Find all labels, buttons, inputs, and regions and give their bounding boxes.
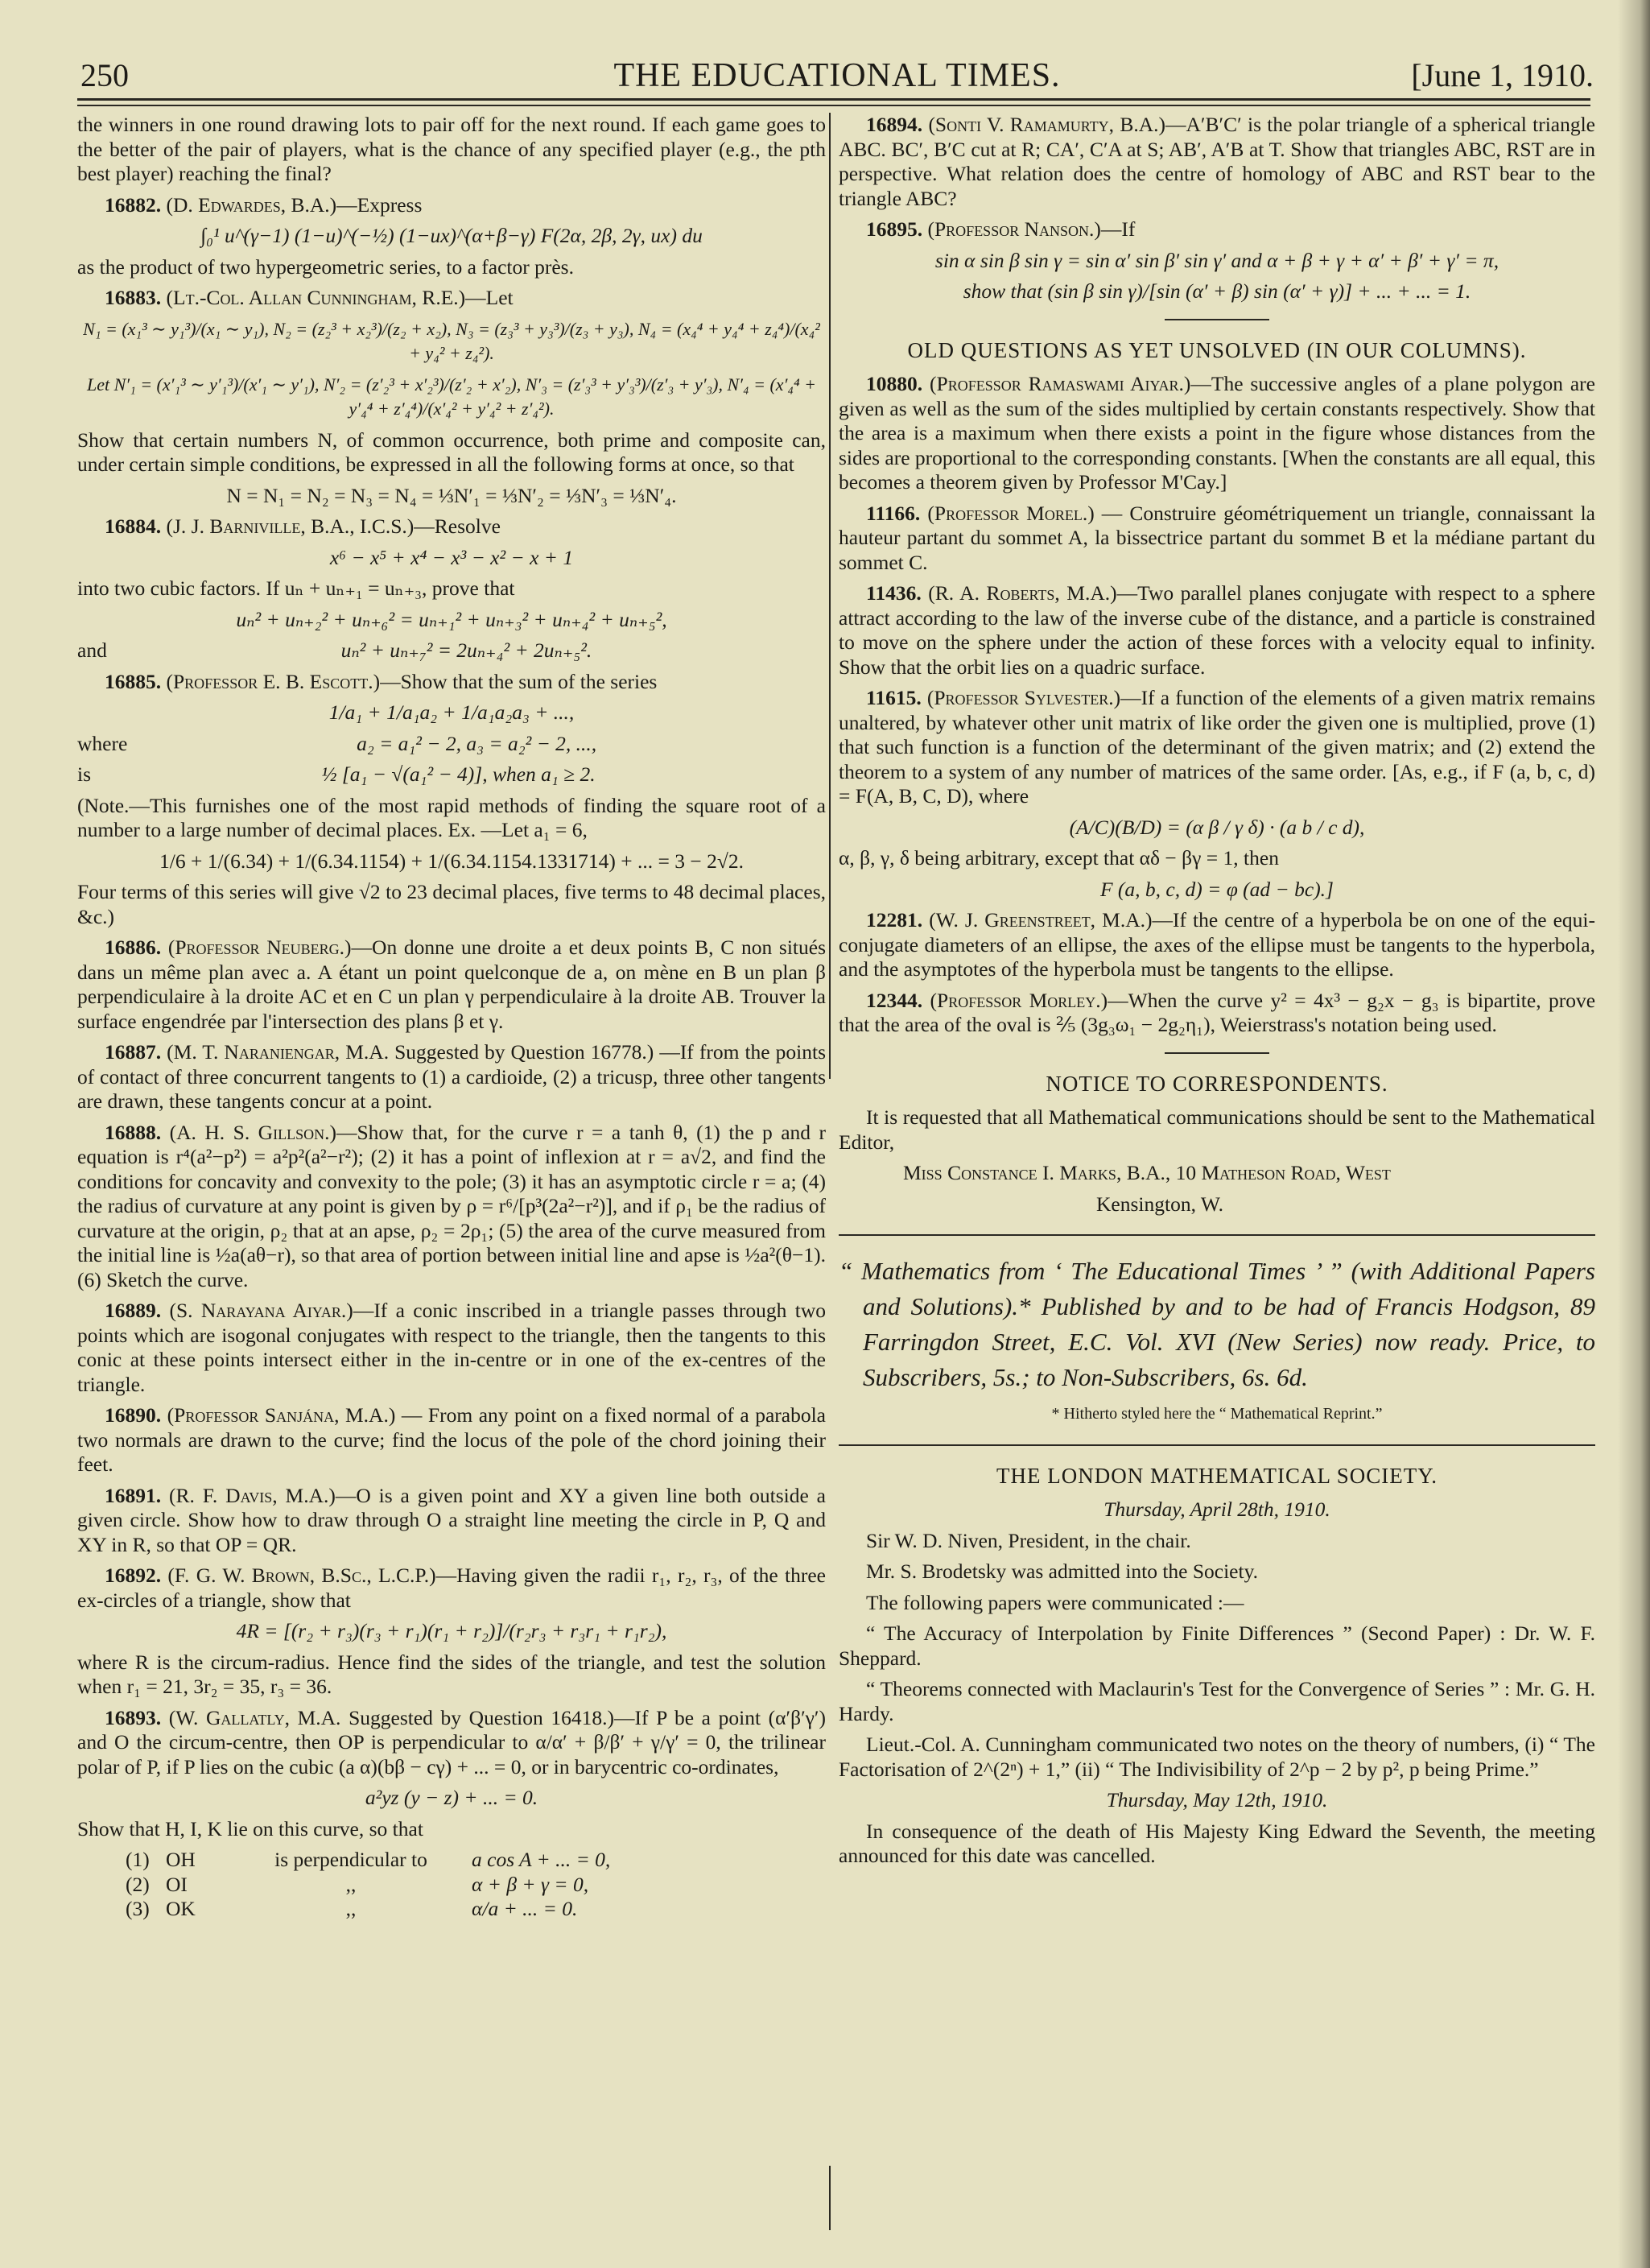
- meeting-date: Thursday, April 28th, 1910.: [1103, 1498, 1330, 1521]
- formula: Let N′₁ = (x′₁³ ∼ y′₁³)/(x′₁ ∼ y′₁), N′₂ = (z′₂³ + x′₂³)/(z′₂ + x′₂), N′₃ = (z′₃³ + y′₃³)/(z′₃ + y′₃), N′₄ = (x′₄⁴ + y′₄⁴ + z′₄⁴)/(x′₄² + y′₄² + z′₄²).: [86, 374, 817, 419]
- formula: uₙ² + uₙ₊₂² + uₙ₊₆² = uₙ₊₁² + uₙ₊₃² + uₙ₊₄² + uₙ₊₅²,: [236, 607, 667, 631]
- meeting-text: Lieut.-Col. A. Cunningham communicated two notes on the theory of numbers, (i) “ The Factorisation of 2^(2ⁿ) + 1,” (ii) “ The Indivisibility of 2^p − 2 by p², p being Prime.”: [839, 1733, 1595, 1781]
- header-rule-thin: [77, 105, 1590, 106]
- meeting-text: Mr. S. Brodetsky was admitted into the Society.: [866, 1560, 1259, 1583]
- condition-n: (2): [126, 1872, 150, 1896]
- question-12281: 12281. (W. J. Greenstreet, M.A.)—If the centre of a hyperbola be on one of the equi-conjugate diameters of an ellipse, the axes of the ellipse must be tangents to the hyperbola, and the asymptotes of the hyperbola must be tangents to the ellipse.: [839, 908, 1596, 981]
- issue-date: [June 1, 1910.: [1411, 57, 1594, 93]
- question-note: (Note.—This furnishes one of the most rapid methods of finding the square root of a number to a large number of decimal places. Ex. —Let a₁ = 6,: [77, 793, 826, 841]
- formula: (A/C)(B/D) = (α β / γ δ) · (a b / c d),: [1069, 815, 1365, 839]
- formula-with-label: where a₂ = a₁² − 2, a₃ = a₂² − 2, ...,: [77, 731, 597, 755]
- question-16893: 16893. (W. Gallatly, M.A. Suggested by Question 16418.)—If P be a point (α′β′γ′) and O the circum-centre, then OP is perpendicular to α/α′ + β/β′ + γ/γ′ = 0, the trilinear polar of P, if P lies on the cubic (a α)(bβ − cγ) + ... = 0, or in barycentric co-ordinates,: [77, 1705, 826, 1778]
- question-text: α, β, γ, δ being arbitrary, except that αδ − βγ = 1, then: [839, 846, 1279, 870]
- section-heading-old-questions: OLD QUESTIONS AS YET UNSOLVED (IN OUR COLUMNS).: [907, 337, 1527, 362]
- meeting-text: In consequence of the death of His Majesty King Edward the Seventh, the meeting announced for this date was cancelled.: [839, 1819, 1595, 1867]
- formula: sin α sin β sin γ = sin α′ sin β′ sin γ′ and α + β + γ + α′ + β′ + γ′ = π,: [934, 248, 1499, 272]
- formula: 1/a₁ + 1/a₁a₂ + 1/a₁a₂a₃ + ...,: [328, 700, 575, 724]
- editor-address: Miss Constance I. Marks, B.A., 10 Matheson Road, West: [903, 1161, 1391, 1184]
- question-11166: 11166. (Professor Morel.) — Construire géométriquement un triangle, connaissant la hauteur partant du sommet A, la bissectrice partant du sommet B et la médiane partant du sommet C.: [839, 501, 1595, 574]
- condition-b: is perpendicular to: [274, 1848, 427, 1871]
- left-column: [77, 113, 826, 1922]
- question-16882: 16882. (D. Edwardes, B.A.)—Express: [105, 192, 423, 217]
- question-text: into two cubic factors. If uₙ + uₙ₊₁ = uₙ₊₃, prove that: [77, 576, 515, 600]
- section-divider: [839, 1234, 1595, 1236]
- condition-c: a cos A + ... = 0,: [472, 1848, 611, 1871]
- condition-row: [77, 1897, 826, 1922]
- question-text: as the product of two hypergeometric series, to a factor près.: [77, 254, 574, 279]
- formula: 1/6 + 1/(6.34) + 1/(6.34.1154) + 1/(6.34.1154.1331714) + ... = 3 − 2√2.: [159, 849, 744, 873]
- meeting-text: Sir W. D. Niven, President, in the chair.: [866, 1528, 1191, 1552]
- running-header: [80, 56, 1594, 105]
- formula: x⁶ − x⁵ + x⁴ − x³ − x² − x + 1: [329, 545, 574, 569]
- question-16888: 16888. (A. H. S. Gillson.)—Show that, for the curve r = a tanh θ, (1) the p and r equation is r⁴(a²−p²) = a²p²(a²−r²); (2) it has a point of inflexion at r = a√2, and find the conditions for concavity and convexity to the pole; (3) it has an asymptotic circle r = a; (4) the radius of curvature at any point is given by ρ = r⁶/[p³(2a²−r²)], and if ρ₁ be the radius of curvature at the origin, ρ₂ that at an apse, ρ₂ = 2ρ₁; (5) the area of the curve measured from the initial line is ½a(aθ−r), so that area of portion between initial line and apse is ½a²(θ−1). (6) Sketch the curve.: [77, 1120, 827, 1291]
- page-number: 250: [80, 57, 129, 93]
- condition-n: (1): [126, 1848, 150, 1871]
- question-16883: 16883. (Lt.-Col. Allan Cunningham, R.E.)—Let: [105, 286, 514, 309]
- condition-b: ,,: [345, 1897, 357, 1920]
- formula: N₁ = (x₁³ ∼ y₁³)/(x₁ ∼ y₁), N₂ = (z₂³ + x₂³)/(z₂ + x₂), N₃ = (z₃³ + y₃³)/(z₃ + y₃), N₄ = (x₄⁴ + y₄⁴ + z₄⁴)/(x₄² + y₄² + z₄²).: [83, 318, 820, 363]
- question-16886: 16886. (Professor Neuberg.)—On donne une droite a et deux points B, C non situés dans un même plan avec a. A étant un point quelconque de a, on mène en B un plan β perpendiculaire à la droite AC et en C un plan γ perpendiculaire à la droite AB. Trouver la surface engendrée par l'intersection des plans β et γ.: [77, 936, 826, 1033]
- condition-a: OH: [166, 1848, 196, 1871]
- question-11436: 11436. (R. A. Roberts, M.A.)—Two parallel planes conjugate with respect to a sphere attract according to the law of the inverse cube of the distance, and a particle is constrained to move on the sphere under the action of these forces with a velocity equal to infinity. Show that the orbit lies on a quadric surface.: [839, 581, 1595, 679]
- question-16895: 16895. (Professor Nanson.)—If: [866, 217, 1136, 241]
- question-10880: 10880. (Professor Ramaswami Aiyar.)—The successive angles of a plane polygon are given as well as the sum of the sides multiplied by certain constants respectively. Show that the area is a maximum when there exists a point in the figure whose distances from the sides are proportional to the corresponding constants. [When the constants are all equal, this becomes a theorem given by Professor M'Cay.]: [839, 372, 1595, 494]
- question-16885: 16885. (Professor E. B. Escott.)—Show that the sum of the series: [105, 669, 658, 693]
- formula-with-label: and uₙ² + uₙ₊₇² = 2uₙ₊₄² + 2uₙ₊₅².: [77, 638, 592, 662]
- question-11615: 11615. (Professor Sylvester.)—If a function of the elements of a given matrix remains unaltered, by whatever other unit matrix of like order the given one is multiplied, prove (1) that such function is a function of the determinant of the given matrix; and (2) extend the theorem to a system of any number of matrices of the same order. [As, e.g., if F (a, b, c, d) = F(A, B, C, D), where: [839, 686, 1595, 808]
- meeting-text: The following papers were communicated :—: [866, 1590, 1244, 1614]
- condition-row: [77, 1873, 826, 1898]
- question-16887: 16887. (M. T. Naraniengar, M.A. Suggested by Question 16778.) —If from the points of contact of three concurrent tangents to (1) a cardioide, (2) a tricusp, three other tangents are drawn, these tangents concur at a point.: [77, 1040, 826, 1113]
- formula: F (a, b, c, d) = φ (ad − bc).]: [1099, 877, 1334, 901]
- section-divider: [839, 1444, 1595, 1446]
- right-column: [839, 113, 1595, 1875]
- header-rule: [77, 98, 1590, 101]
- condition-c: α/a + ... = 0.: [472, 1897, 578, 1920]
- formula-with-label: is ½ [a₁ − √(a₁² − 4)], when a₁ ≥ 2.: [77, 762, 596, 786]
- advertisement: “ Mathematics from ‘ The Educational Times ’ ” (with Additional Papers and Solutions).* Published by and to be had of Francis Hodgson, 89 Farringdon Street, E.C. Vol. XVI (New Series) now ready. Price, to Subscribers, 5s.; to Non-Subscribers, 6s. 6d.: [839, 1257, 1595, 1391]
- editor-address-line2: Kensington, W.: [1096, 1192, 1223, 1216]
- condition-row: [77, 1848, 826, 1873]
- formula: ∫₀¹ u^(γ−1) (1−u)^(−½) (1−ux)^(α+β−γ) F(2α, 2β, 2γ, ux) du: [200, 224, 703, 247]
- meeting-text: “ Theorems connected with Maclaurin's Test for the Convergence of Series ” : Mr. G. H. Hardy.: [839, 1677, 1595, 1725]
- formula: a²yz (y − z) + ... = 0.: [365, 1786, 538, 1809]
- question-16891: 16891. (R. F. Davis, M.A.)—O is a given point and XY a given line both outside a given circle. Show how to draw through O a straight line meeting the circle in P, Q and XY in R, so that OP = QR.: [77, 1483, 826, 1556]
- continued-text: the winners in one round drawing lots to pair off for the next round. If each game goes to the better of the pair of players, what is the chance of any specified player (e.g., the pth best player) reaching the final?: [77, 113, 826, 185]
- column-divider: [829, 113, 831, 1079]
- question-text: Show that H, I, K lie on this curve, so that: [77, 1816, 423, 1840]
- column-divider-bottom: [829, 2166, 831, 2230]
- meeting-text: “ The Accuracy of Interpolation by Finite Differences ” (Second Paper) : Dr. W. F. Sheppard.: [839, 1621, 1595, 1670]
- question-16892: 16892. (F. G. W. Brown, B.Sc., L.C.P.)—Having given the radii r₁, r₂, r₃, of the three ex-circles of a triangle, show that: [77, 1564, 827, 1612]
- formula: N = N₁ = N₂ = N₃ = N₄ = ⅓N′₁ = ⅓N′₂ = ⅓N′₃ = ⅓N′₄.: [226, 483, 677, 507]
- question-text: Show that certain numbers N, of common occurrence, both prime and composite can, under certain simple conditions, be expressed in all the following forms at once, so that: [77, 428, 826, 476]
- section-heading-notice: NOTICE TO CORRESPONDENTS.: [1046, 1071, 1388, 1096]
- question-text: where R is the circum-radius. Hence find the sides of the triangle, and test the solution when r₁ = 21, 3r₂ = 35, r₃ = 36.: [77, 1650, 826, 1698]
- notice-text: It is requested that all Mathematical communications should be sent to the Mathematical Editor,: [839, 1105, 1595, 1154]
- question-12344: 12344. (Professor Morley.)—When the curve y² = 4x³ − g₂x − g₃ is bipartite, prove that the area of the oval is ⅖ (3g₃ω₁ − 2g₂η₁), Weierstrass's notation being used.: [839, 988, 1596, 1036]
- question-16889: 16889. (S. Narayana Aiyar.)—If a conic inscribed in a triangle passes through two points which are isogonal conjugates with respect to the triangle, then the tangents to this conic at these points intersect either in the in-centre or in one of the ex-centres of the triangle.: [77, 1299, 827, 1396]
- meeting-date: Thursday, May 12th, 1910.: [1106, 1788, 1328, 1812]
- condition-list: [77, 1848, 826, 1922]
- condition-a: OK: [166, 1897, 196, 1920]
- condition-c: α + β + γ = 0,: [472, 1872, 589, 1896]
- page-edge-shadow: [1618, 0, 1650, 2268]
- question-16884: 16884. (J. J. Barniville, B.A., I.C.S.)—Resolve: [105, 514, 501, 538]
- advertisement-footnote: * Hitherto styled here the “ Mathematical Reprint.”: [1051, 1405, 1383, 1423]
- section-divider: [1165, 319, 1269, 320]
- section-divider: [1165, 1052, 1269, 1054]
- condition-b: ,,: [345, 1872, 357, 1896]
- section-heading-society: THE LONDON MATHEMATICAL SOCIETY.: [996, 1463, 1438, 1488]
- question-16894: 16894. (Sonti V. Ramamurty, B.A.)—A′B′C′ is the polar triangle of a spherical triangle ABC. BC′, B′C cut at R; CA′, C′A at S; AB′, A′B at T. Show that triangles ABC, RST are in perspective. What relation does the centre of homology of ABC and RST bear to the triangle ABC?: [839, 113, 1595, 210]
- condition-a: OI: [166, 1872, 188, 1896]
- formula: 4R = [(r₂ + r₃)(r₃ + r₁)(r₁ + r₂)]/(r₂r₃ + r₃r₁ + r₁r₂),: [236, 1619, 667, 1642]
- condition-n: (3): [126, 1897, 150, 1920]
- formula: show that (sin β sin γ)/[sin (α′ + β) sin (α′ + γ)] + ... + ... = 1.: [963, 279, 1471, 303]
- journal-title: THE EDUCATIONAL TIMES.: [613, 57, 1061, 94]
- question-text: Four terms of this series will give √2 to 23 decimal places, five terms to 48 decimal places, &c.): [77, 880, 826, 928]
- question-16890: 16890. (Professor Sanjána, M.A.) — From any point on a fixed normal of a parabola two normals are drawn to the curve; find the locus of the pole of the chord joining their feet.: [77, 1403, 827, 1476]
